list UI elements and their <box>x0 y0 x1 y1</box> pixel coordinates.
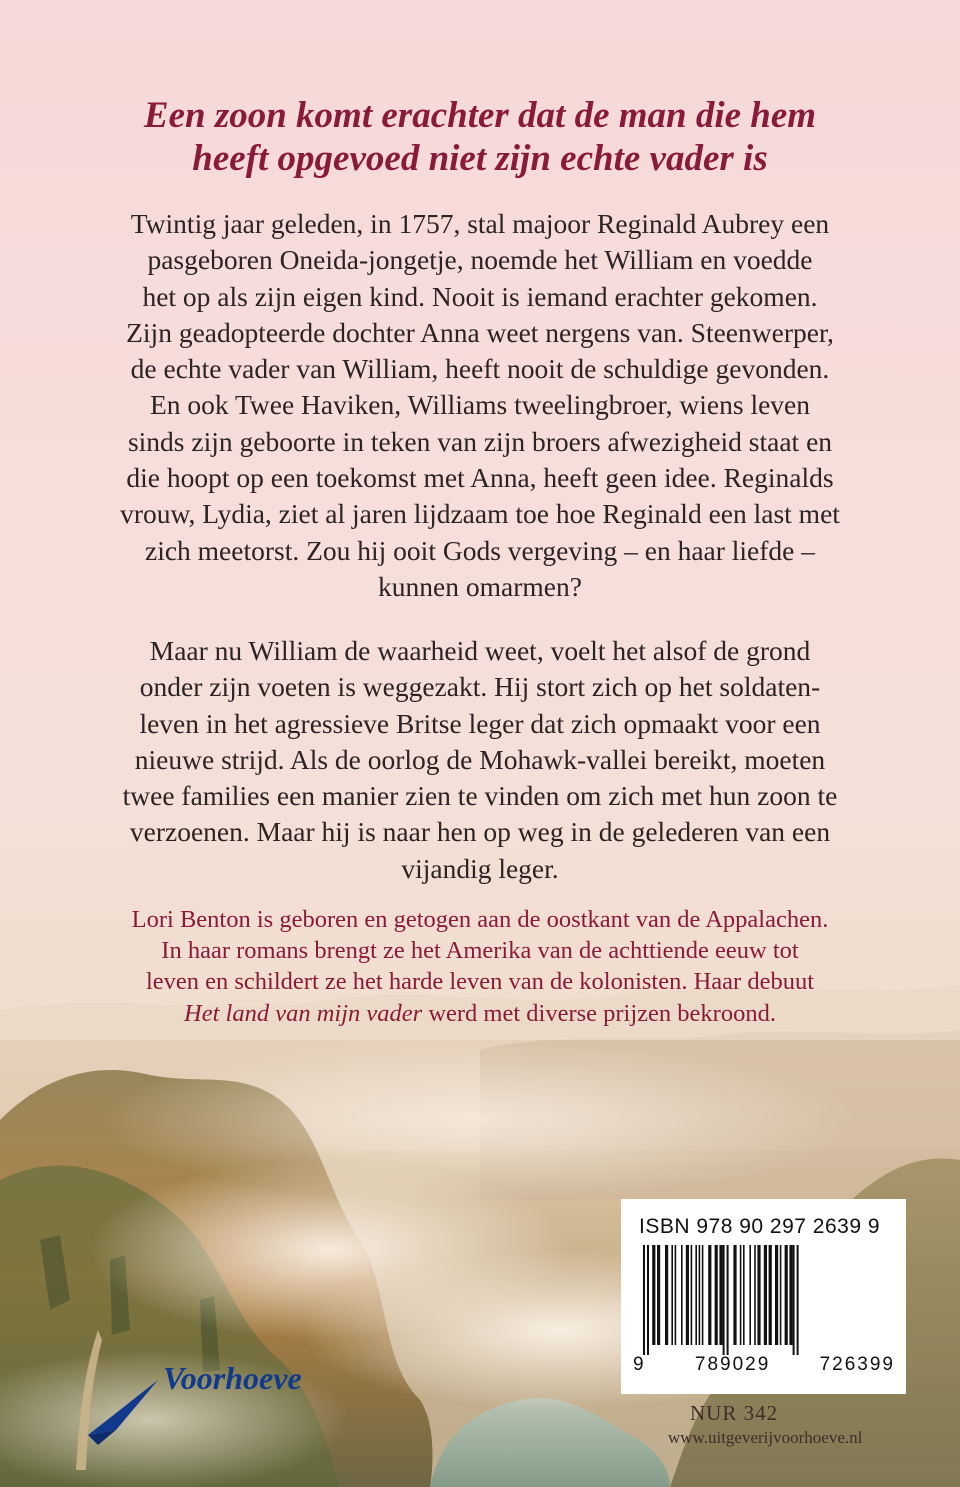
text-line: zich meetorst. Zou hij ooit Gods vergeving – en haar liefde – <box>144 534 815 566</box>
bio-line-rest: werd met diverse prijzen bekroond. <box>422 999 776 1027</box>
barcode-bar <box>647 1245 649 1355</box>
text-line: pasgeboren Oneida-jongetje, noemde het William en voedde <box>147 244 813 276</box>
text-line: de echte vader van William, heeft nooit de schuldige gevonden. <box>130 353 830 385</box>
text-line: En ook Twee Haviken, Williams tweelingbroer, wiens leven <box>149 389 811 421</box>
isbn-barcode <box>621 1199 906 1394</box>
text-line: twee families een manier zien te vinden om zich met hun zoon te <box>122 780 838 812</box>
tagline-line: Een zoon komt erachter dat de man die hem <box>143 95 817 136</box>
barcode-bar <box>699 1245 701 1345</box>
barcode-bar <box>695 1245 697 1345</box>
quill-icon <box>58 1320 168 1480</box>
barcode-bar <box>775 1245 778 1345</box>
barcode-bar <box>702 1245 704 1345</box>
text-line: Maar nu William de waarheid weet, voelt het alsof de grond <box>149 635 811 666</box>
barcode-bar <box>764 1245 767 1345</box>
isbn-label: ISBN 978 90 297 2639 9 <box>639 1215 881 1238</box>
debut-title: Het land van mijn vader <box>184 999 423 1027</box>
barcode-bar <box>643 1245 645 1355</box>
synopsis-paragraph-1 <box>70 206 890 605</box>
barcode-digits <box>633 1354 895 1376</box>
barcode-bar <box>743 1245 745 1345</box>
barcode-bar <box>797 1245 799 1355</box>
text-line: vijandig leger. <box>401 852 559 884</box>
text-line: sinds zijn geboorte in teken van zijn broers afwezigheid staat en <box>127 425 833 457</box>
barcode-bar <box>675 1245 677 1345</box>
text-line: Zijn geadopteerde dochter Anna weet nergens van. Steenwerper, <box>126 316 834 348</box>
bio-line: In haar romans brengt ze het Amerika van de achttiende eeuw tot <box>161 937 799 965</box>
barcode-bar <box>740 1245 742 1345</box>
barcode-bar <box>691 1245 693 1345</box>
barcode-bar <box>769 1245 772 1345</box>
text-line: Twintig jaar geleden, in 1757, stal majoor Reginald Aubrey een <box>130 208 830 239</box>
text-line: leven in het agressieve Britse leger dat zich opmaakt voor een <box>139 707 821 739</box>
barcode-bars <box>639 1245 889 1355</box>
barcode-bar <box>719 1245 722 1345</box>
text-line: kunnen omarmen? <box>378 570 582 602</box>
barcode-bar <box>749 1245 751 1345</box>
bio-line <box>70 998 890 1029</box>
barcode-bar <box>715 1245 718 1345</box>
barcode-bar <box>652 1245 655 1345</box>
barcode-digit-group: 789029 <box>694 1354 771 1375</box>
publisher-logo <box>58 1320 168 1485</box>
barcode-bar <box>723 1245 725 1355</box>
barcode-bar <box>686 1245 689 1345</box>
tagline-line: heeft opgevoed niet zijn echte vader is <box>192 138 768 179</box>
nur-code: NUR 342 <box>690 1401 779 1425</box>
barcode-bar <box>657 1245 660 1345</box>
publisher-website: www.uitgeverijvoorhoeve.nl <box>668 1428 863 1447</box>
synopsis-paragraph-2 <box>70 633 890 887</box>
bio-line: leven en schildert ze het harde leven van de kolonisten. Haar debuut <box>145 968 815 996</box>
barcode-bar <box>708 1245 711 1345</box>
text-line: nieuwe strijd. Als de oorlog de Mohawk-vallei bereikt, moeten <box>134 743 826 775</box>
text-line: het op als zijn eigen kind. Nooit is iemand erachter gekomen. <box>142 280 818 312</box>
text-line: onder zijn voeten is weggezakt. Hij stort zich op het soldaten- <box>139 671 821 703</box>
author-bio <box>70 904 890 1029</box>
barcode-bar <box>665 1245 668 1345</box>
barcode-bar <box>757 1245 760 1345</box>
barcode-digit-group: 726399 <box>819 1354 895 1375</box>
text-line: vrouw, Lydia, ziet al jaren lijdzaam toe hoe Reginald een last met <box>120 498 840 530</box>
barcode-bar <box>754 1245 756 1345</box>
barcode-bar <box>733 1245 736 1345</box>
publisher-name: Voorhoeve <box>163 1360 302 1396</box>
barcode-bar <box>793 1245 795 1355</box>
barcode-digit-group: 9 <box>633 1354 646 1375</box>
text-line: verzoenen. Maar hij is naar hen op weg in de gelederen van een <box>129 816 831 848</box>
barcode-bar <box>785 1245 788 1345</box>
barcode-bar <box>671 1245 673 1345</box>
tagline <box>60 94 900 180</box>
bio-line: Lori Benton is geboren en getogen aan de oostkant van de Appalachen. <box>131 906 829 933</box>
barcode-bar <box>681 1245 683 1345</box>
barcode-bar <box>780 1245 782 1345</box>
text-line: die hoopt op een toekomst met Anna, heeft geen idee. Reginalds <box>126 462 834 494</box>
barcode-bar <box>727 1245 729 1355</box>
barcode-bar <box>789 1245 792 1345</box>
